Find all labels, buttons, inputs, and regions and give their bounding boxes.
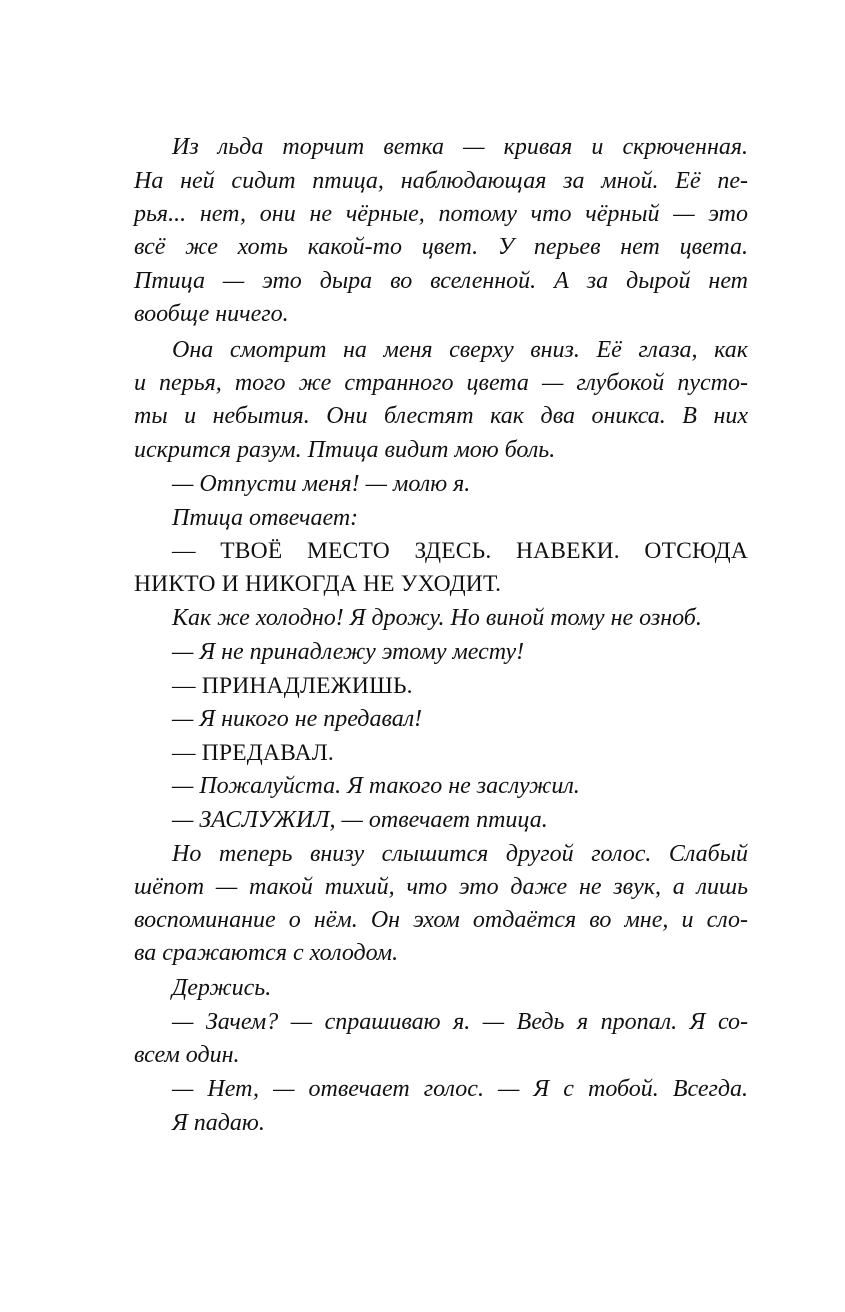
text-line: вообще ничего. (134, 301, 289, 327)
text-line: Она смотрит на меня сверху вниз. Её глаза, как (172, 337, 748, 363)
text-line: всё же хоть какой-то цвет. У перьев нет цвета. (134, 234, 748, 260)
text-line: — Отпусти меня! — молю я. (172, 471, 471, 497)
text-line: — Нет, — отвечает голос. — Я с тобой. Всегда. (172, 1076, 748, 1102)
text-line: — ЗАСЛУЖИЛ, — отвечает птица. (172, 807, 548, 833)
text-line: искрится разум. Птица видит мою боль. (134, 437, 556, 463)
text-line: — ПРИНАДЛЕЖИШЬ. (172, 673, 413, 699)
text-line: Как же холодно! Я дрожу. Но виной тому не озноб. (172, 605, 702, 631)
text-line: ты и небытия. Они блестят как два оникса. В них (134, 403, 748, 429)
text-line: ва сражаются с холодом. (134, 940, 399, 966)
text-line: воспоминание о нём. Он эхом отдаётся во мне, и сло- (134, 907, 748, 933)
text-line: На ней сидит птица, наблюдающая за мной. Её пе- (134, 168, 748, 194)
text-line: НИКТО И НИКОГДА НЕ УХОДИТ. (134, 571, 502, 597)
text-line: — Зачем? — спрашиваю я. — Ведь я пропал. Я со- (172, 1009, 748, 1035)
text-line: — Пожалуйста. Я такого не заслужил. (172, 773, 580, 799)
text-line: и перья, того же странного цвета — глубокой пусто- (134, 370, 748, 396)
text-line: Из льда торчит ветка — кривая и скрюченная. (172, 134, 748, 160)
text-line: — Я не принадлежу этому месту! (172, 639, 525, 665)
text-line: шёпот — такой тихий, что это даже не звук, а лишь (134, 874, 748, 900)
text-line: Я падаю. (172, 1110, 265, 1136)
text-line: Птица — это дыра во вселенной. А за дырой нет (134, 268, 748, 294)
text-line: — ПРЕДАВАЛ. (172, 740, 334, 766)
text-line: — Я никого не предавал! (172, 706, 423, 732)
text-line: рья... нет, они не чёрные, потому что чёрный — это (134, 201, 748, 227)
text-line: Но теперь внизу слышится другой голос. Слабый (172, 841, 748, 867)
text-line: Держись. (172, 975, 272, 1001)
text-line: — ТВОЁ МЕСТО ЗДЕСЬ. НАВЕКИ. ОТСЮДА (172, 538, 748, 564)
text-line: всем один. (134, 1042, 240, 1068)
text-line: Птица отвечает: (172, 505, 359, 531)
